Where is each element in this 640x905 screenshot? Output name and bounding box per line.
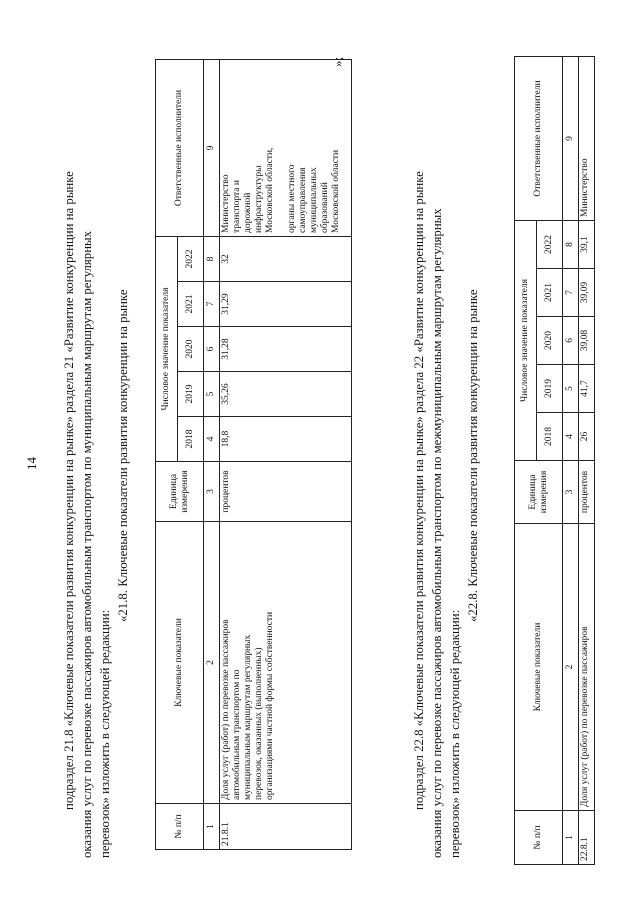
row-value: 39,1 <box>579 221 595 269</box>
row-value: 35,26 <box>220 372 352 417</box>
header-indicator: Ключевые показатели <box>515 524 563 811</box>
row-value: 31,28 <box>220 327 352 372</box>
row-responsible: Министерство транспорта и дорожной инфраструктуры Московской области, органы местного самоуправления муниципальных образований Московской области <box>220 60 352 237</box>
col-number: 8 <box>563 221 579 269</box>
header-values-group: Числовое значение показателя <box>515 221 537 461</box>
row-value: 18,8 <box>220 417 352 462</box>
table-colnum-row <box>563 57 579 865</box>
section21-intro-line2: оказания услуг по перевозке пассажиров автомобильным транспортом по муниципальным маршрутам регулярных <box>80 230 94 858</box>
header-values-group: Числовое значение показателя <box>156 237 178 462</box>
header-responsible: Ответственные исполнители <box>515 57 563 221</box>
row-value: 32 <box>220 237 352 282</box>
table-colnum-row <box>204 60 220 850</box>
header-year: 2019 <box>178 372 204 417</box>
header-num: № п/п <box>156 804 204 850</box>
section21-intro-line3: перевозок» изложить в следующей редакции: <box>98 609 112 858</box>
row-value: 26 <box>579 413 595 461</box>
header-responsible: Ответственные исполнители <box>156 60 204 237</box>
indicators-table-22 <box>514 56 595 865</box>
section21-heading: «21.8. Ключевые показатели развития конкуренции на рынке <box>116 289 130 622</box>
row-num: 21.8.1 <box>220 804 352 850</box>
col-number: 4 <box>204 417 220 462</box>
col-number: 8 <box>204 237 220 282</box>
header-unit: Единица измерения <box>515 461 563 524</box>
table-row <box>579 57 595 865</box>
row-indicator: Доля услуг (работ) по перевозке пассажиров автомобильным транспортом по муниципальным маршрутам регулярных перевозок, оказанных (выполненных) организациями частной формы собственности <box>220 522 352 804</box>
col-number: 2 <box>563 524 579 811</box>
row-indicator: Доля услуг (работ) по перевозке пассажиров <box>579 524 595 811</box>
col-number: 7 <box>204 282 220 327</box>
header-year: 2018 <box>178 417 204 462</box>
header-num: № п/п <box>515 811 563 865</box>
row-value: 39,08 <box>579 317 595 365</box>
col-number: 5 <box>204 372 220 417</box>
col-number: 3 <box>563 461 579 524</box>
col-number: 1 <box>204 804 220 850</box>
section21-closing: »; <box>330 56 345 67</box>
row-value: 31,29 <box>220 282 352 327</box>
header-year: 2022 <box>178 237 204 282</box>
section22-intro-line1: подраздел 22.8 «Ключевые показатели развития конкуренции на рынке» раздела 22 «Развитие конкуренции на рынке <box>412 171 426 810</box>
row-unit: процентов <box>220 462 352 522</box>
col-number: 4 <box>563 413 579 461</box>
section21-intro-line1: подраздел 21.8 «Ключевые показатели развития конкуренции на рынке» раздела 21 «Развитие конкуренции на рынке <box>62 171 76 810</box>
col-number: 6 <box>563 317 579 365</box>
header-indicator: Ключевые показатели <box>156 522 204 804</box>
col-number: 2 <box>204 522 220 804</box>
row-unit: процентов <box>579 461 595 524</box>
header-year: 2018 <box>537 413 563 461</box>
section22-intro-line3: перевозок» изложить в следующей редакции: <box>448 609 462 858</box>
col-number: 6 <box>204 327 220 372</box>
col-number: 3 <box>204 462 220 522</box>
table-row <box>220 60 352 850</box>
row-value: 39,09 <box>579 269 595 317</box>
section22-heading: «22.8. Ключевые показатели развития конкуренции на рынке <box>466 289 480 622</box>
page-number: 14 <box>24 457 39 470</box>
header-year: 2021 <box>537 269 563 317</box>
row-num: 22.8.1 <box>579 811 595 865</box>
col-number: 1 <box>563 811 579 865</box>
indicators-table-21 <box>155 56 352 850</box>
col-number: 9 <box>563 57 579 221</box>
col-number: 9 <box>204 60 220 237</box>
section22-intro-line2: оказания услуг по перевозке пассажиров автомобильным транспортом по межмуниципальным маршрутам регулярных <box>430 208 444 858</box>
header-year: 2019 <box>537 365 563 413</box>
col-number: 5 <box>563 365 579 413</box>
header-unit: Единица измерения <box>156 462 204 522</box>
table-header-row <box>156 60 178 850</box>
header-year: 2022 <box>537 221 563 269</box>
header-year: 2020 <box>178 327 204 372</box>
row-responsible: Министерство <box>579 57 595 221</box>
header-year: 2021 <box>178 282 204 327</box>
col-number: 7 <box>563 269 579 317</box>
row-value: 41,7 <box>579 365 595 413</box>
table-header-row <box>515 57 537 865</box>
header-year: 2020 <box>537 317 563 365</box>
